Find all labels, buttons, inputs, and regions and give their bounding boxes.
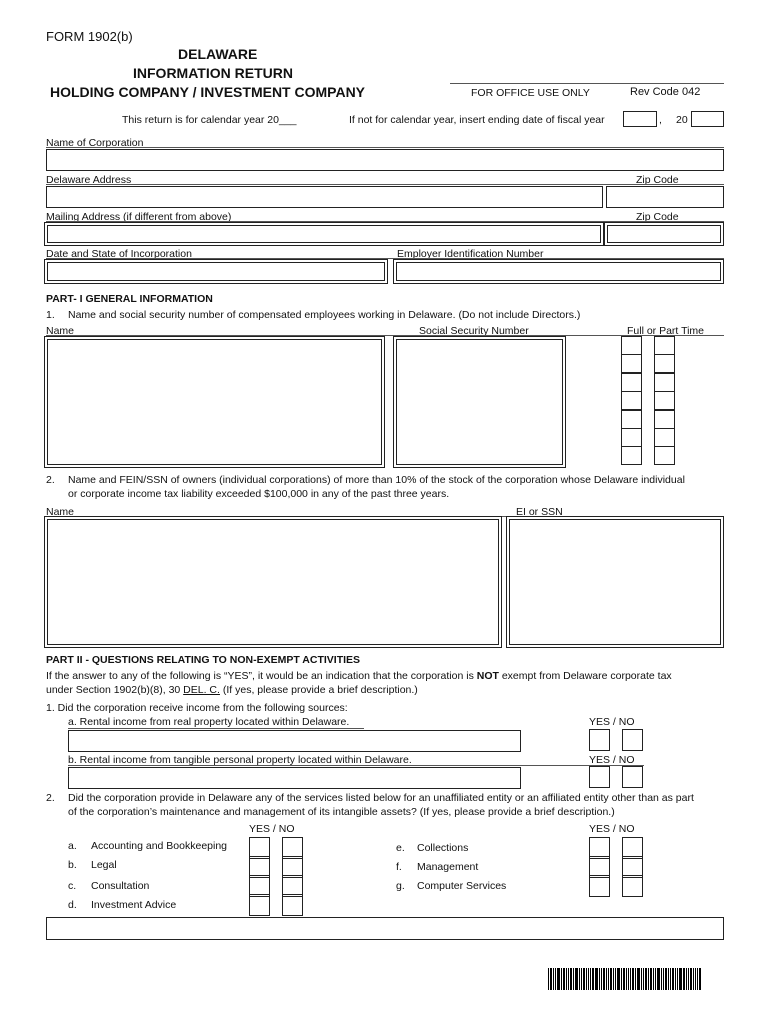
mailing-address-label: Mailing Address (if different from above) xyxy=(46,211,232,223)
part1-q2-line2: or corporate income tax liability exceeded $100,000 in any of the past three years. xyxy=(68,488,450,500)
part-time-checkbox-6[interactable] xyxy=(654,428,675,447)
delaware-address-input[interactable] xyxy=(46,186,603,208)
barcode-bar xyxy=(697,968,698,990)
q1b-no-checkbox[interactable] xyxy=(622,766,643,788)
barcode-bar xyxy=(599,968,600,990)
name-of-corporation-label: Name of Corporation xyxy=(46,137,144,149)
q1b-description-input[interactable] xyxy=(68,767,521,789)
divider xyxy=(46,184,724,185)
barcode-bar xyxy=(677,968,678,990)
service-g-no-checkbox[interactable] xyxy=(622,875,643,897)
full-time-checkbox-3[interactable] xyxy=(621,373,642,392)
part1-q2-number: 2. xyxy=(46,474,55,486)
barcode-bar xyxy=(586,968,587,990)
yes-no-label-q1a: YES / NO xyxy=(589,716,635,728)
office-use-rule xyxy=(450,83,724,84)
owner-ei-ssn-textarea[interactable] xyxy=(506,516,724,648)
services-description-input[interactable] xyxy=(46,917,724,940)
barcode-bar xyxy=(557,968,560,990)
barcode-bar xyxy=(588,968,589,990)
barcode-bar xyxy=(632,968,634,990)
barcode-bar xyxy=(645,968,647,990)
full-time-checkbox-6[interactable] xyxy=(621,428,642,447)
barcode-bar xyxy=(570,968,572,990)
service-d-yes-checkbox[interactable] xyxy=(249,894,270,916)
barcode-bar xyxy=(690,968,692,990)
service-g-letter: g. xyxy=(396,880,405,892)
full-time-checkbox-5[interactable] xyxy=(621,410,642,429)
full-time-checkbox-4[interactable] xyxy=(621,391,642,410)
barcode-bar xyxy=(650,968,652,990)
barcode-bar xyxy=(579,968,580,990)
service-d-letter: d. xyxy=(68,899,77,911)
barcode xyxy=(548,968,722,990)
date-state-incorporation-label: Date and State of Incorporation xyxy=(46,248,192,260)
barcode-bar xyxy=(561,968,562,990)
divider xyxy=(68,765,644,766)
barcode-bar xyxy=(568,968,569,990)
date-state-incorporation-input[interactable] xyxy=(44,259,388,284)
barcode-bar xyxy=(550,968,552,990)
barcode-bar xyxy=(630,968,631,990)
service-c-label: Consultation xyxy=(91,880,150,892)
title-line3: HOLDING COMPANY / INVESTMENT COMPANY xyxy=(50,84,366,100)
service-d-no-checkbox[interactable] xyxy=(282,894,303,916)
barcode-bar xyxy=(573,968,574,990)
service-e-letter: e. xyxy=(396,842,405,854)
part-time-checkbox-5[interactable] xyxy=(654,410,675,429)
barcode-bar xyxy=(699,968,701,990)
q1a-description-input[interactable] xyxy=(68,730,521,752)
part2-q2-number: 2. xyxy=(46,792,55,804)
barcode-bar xyxy=(686,968,687,990)
col-ssn-label: Social Security Number xyxy=(419,325,529,337)
full-time-checkbox-1[interactable] xyxy=(621,336,642,355)
barcode-bar xyxy=(623,968,625,990)
zip-code-input-2[interactable] xyxy=(604,222,724,246)
calendar-year-label: This return is for calendar year 20___ xyxy=(122,114,297,126)
service-g-label: Computer Services xyxy=(417,880,507,892)
zip-code-input-1[interactable] xyxy=(606,186,724,208)
form-number: FORM 1902(b) xyxy=(46,29,133,44)
part2-heading: PART II - QUESTIONS RELATING TO NON-EXEMPT ACTIVITIES xyxy=(46,654,361,666)
divider xyxy=(46,147,724,148)
service-a-label: Accounting and Bookkeeping xyxy=(91,840,228,852)
col-ei-ssn-label: EI or SSN xyxy=(516,506,563,518)
barcode-bar xyxy=(610,968,612,990)
barcode-bar xyxy=(608,968,609,990)
divider xyxy=(68,728,364,729)
service-b-label: Legal xyxy=(91,859,117,871)
yes-no-label-right: YES / NO xyxy=(589,823,635,835)
col-full-part-label: Full or Part Time xyxy=(627,325,705,337)
year-prefix: 20 xyxy=(676,114,688,126)
barcode-bar xyxy=(641,968,642,990)
zip-code-label-1: Zip Code xyxy=(636,174,679,186)
barcode-bar xyxy=(655,968,656,990)
barcode-bar xyxy=(643,968,644,990)
part1-q1-number: 1. xyxy=(46,309,55,321)
barcode-bar xyxy=(635,968,636,990)
service-f-letter: f. xyxy=(396,861,402,873)
barcode-bar xyxy=(688,968,689,990)
fiscal-year-label: If not for calendar year, insert ending date of fiscal year xyxy=(349,114,605,126)
service-f-label: Management xyxy=(417,861,479,873)
part-time-checkbox-3[interactable] xyxy=(654,373,675,392)
barcode-bar xyxy=(648,968,649,990)
office-use-label: FOR OFFICE USE ONLY xyxy=(471,87,590,99)
part1-q2-line1: Name and FEIN/SSN of owners (individual corporations) of more than 10% of the stock of the corporation whose Delaware individual xyxy=(68,474,685,486)
barcode-bar xyxy=(581,968,582,990)
part2-intro-line2: under Section 1902(b)(8), 30 DEL. C. (If yes, please provide a brief description.) xyxy=(46,684,418,696)
mailing-address-input[interactable] xyxy=(44,222,604,246)
barcode-bar xyxy=(653,968,654,990)
service-g-yes-checkbox[interactable] xyxy=(589,875,610,897)
title-line2: INFORMATION RETURN xyxy=(133,65,293,81)
yes-no-label-q1b: YES / NO xyxy=(589,754,635,766)
barcode-bar xyxy=(679,968,682,990)
barcode-bar xyxy=(637,968,640,990)
full-time-checkbox-2[interactable] xyxy=(621,354,642,373)
q1a-yes-checkbox[interactable] xyxy=(589,729,610,751)
barcode-bar xyxy=(693,968,694,990)
barcode-bar xyxy=(683,968,685,990)
barcode-bar xyxy=(592,968,594,990)
delaware-address-label: Delaware Address xyxy=(46,174,132,186)
barcode-bar xyxy=(553,968,554,990)
barcode-bar xyxy=(590,968,591,990)
name-of-corporation-input[interactable] xyxy=(46,149,724,171)
barcode-bar xyxy=(626,968,627,990)
barcode-bar xyxy=(601,968,602,990)
service-a-letter: a. xyxy=(68,840,77,852)
col-name2-label: Name xyxy=(46,506,75,518)
barcode-bar xyxy=(695,968,696,990)
service-c-letter: c. xyxy=(68,880,77,892)
part2-q1-text: 1. Did the corporation receive income from the following sources: xyxy=(46,702,348,714)
part2-intro-line1: If the answer to any of the following is “YES”, it would be an indication that the corporation is NOT exempt from Delaware corporate tax xyxy=(46,670,672,682)
barcode-bar xyxy=(555,968,556,990)
part-time-checkbox-1[interactable] xyxy=(654,336,675,355)
zip-code-label-2: Zip Code xyxy=(636,211,679,223)
title-line1: DELAWARE xyxy=(178,46,258,62)
barcode-bar xyxy=(603,968,605,990)
barcode-bar xyxy=(566,968,567,990)
barcode-bar xyxy=(606,968,607,990)
part-time-checkbox-2[interactable] xyxy=(654,354,675,373)
part-time-checkbox-4[interactable] xyxy=(654,391,675,410)
barcode-bar xyxy=(668,968,669,990)
part2-q2-line2: of the corporation’s maintenance and management of its intangible assets? (If yes, please provide a brief description.) xyxy=(68,806,615,818)
q1b-yes-checkbox[interactable] xyxy=(589,766,610,788)
col-name-label: Name xyxy=(46,325,75,337)
barcode-bar xyxy=(617,968,620,990)
barcode-bar xyxy=(548,968,549,990)
barcode-bar xyxy=(621,968,622,990)
barcode-bar xyxy=(595,968,598,990)
service-b-letter: b. xyxy=(68,859,77,871)
part2-q1b-text: b. Rental income from tangible personal property located within Delaware. xyxy=(68,754,412,766)
part2-q2-line1: Did the corporation provide in Delaware any of the services listed below for an unaffiliated entity or an affiliated entity other than as part xyxy=(68,792,694,804)
employer-id-input[interactable] xyxy=(393,259,724,284)
barcode-bar xyxy=(675,968,676,990)
part1-q1-text: Name and social security number of compensated employees working in Delaware. (Do not include Directors.) xyxy=(68,309,581,321)
employee-ssn-textarea[interactable] xyxy=(393,336,566,468)
rev-code: Rev Code 042 xyxy=(630,86,701,98)
comma-sep: , xyxy=(659,114,662,126)
part2-q1a-text: a. Rental income from real property located within Delaware. xyxy=(68,716,350,728)
part1-heading: PART- I GENERAL INFORMATION xyxy=(46,293,213,305)
fiscal-year-input[interactable] xyxy=(691,111,724,127)
fiscal-date-input[interactable] xyxy=(623,111,657,127)
barcode-bar xyxy=(628,968,629,990)
barcode-bar xyxy=(665,968,667,990)
service-d-label: Investment Advice xyxy=(91,899,177,911)
owner-names-textarea[interactable] xyxy=(44,516,502,648)
part-time-checkbox-7[interactable] xyxy=(654,446,675,465)
barcode-bar xyxy=(615,968,616,990)
employee-names-textarea[interactable] xyxy=(44,336,385,468)
barcode-bar xyxy=(583,968,585,990)
barcode-bar xyxy=(661,968,662,990)
barcode-bar xyxy=(563,968,565,990)
full-time-checkbox-7[interactable] xyxy=(621,446,642,465)
employer-id-label: Employer Identification Number xyxy=(397,248,544,260)
barcode-bar xyxy=(575,968,578,990)
yes-no-label-left: YES / NO xyxy=(249,823,295,835)
barcode-bar xyxy=(613,968,614,990)
barcode-bar xyxy=(657,968,660,990)
service-e-label: Collections xyxy=(417,842,469,854)
barcode-bar xyxy=(672,968,674,990)
barcode-bar xyxy=(663,968,664,990)
q1a-no-checkbox[interactable] xyxy=(622,729,643,751)
barcode-bar xyxy=(670,968,671,990)
